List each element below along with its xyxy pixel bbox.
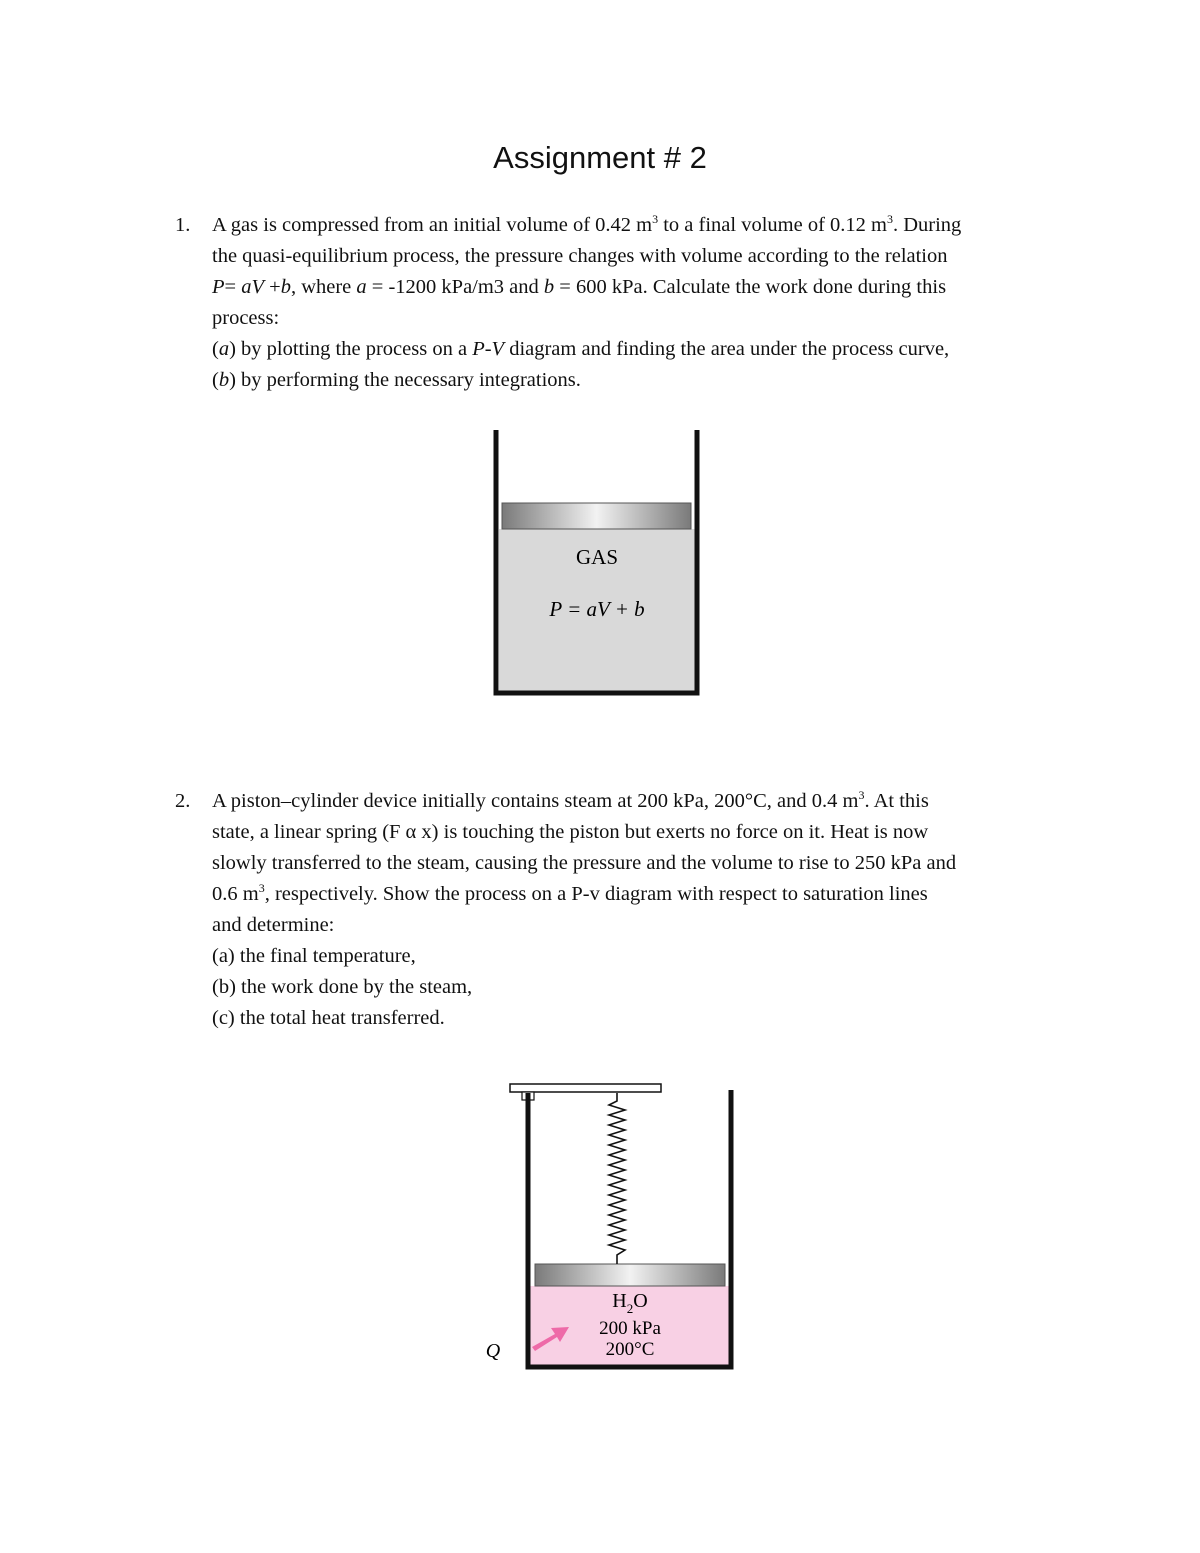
top-plate	[510, 1084, 661, 1092]
problem-1	[175, 210, 1058, 396]
problem-line: A piston–cylinder device initially contains steam at 200 kPa, 200°C, and 0.4 $m^3$. At this	[212, 788, 929, 812]
piston-cylinder-figure-2	[470, 1075, 750, 1380]
problem-part-b: (b) by performing the necessary integrations.	[212, 369, 581, 391]
problem-part-c: (c) the total heat transferred.	[212, 1007, 445, 1029]
piston-cylinder-figure-1	[480, 425, 720, 705]
temperature-label: 200°C	[605, 1339, 655, 1360]
problem-line: the quasi-equilibrium process, the pressure changes with volume according to the relation	[212, 245, 948, 267]
heat-label: Q	[485, 1340, 501, 1362]
problem-line: and determine:	[212, 914, 335, 936]
problem-number: 2.	[175, 790, 191, 812]
problem-line: A gas is compressed from an initial volume of 0.42 $m^3$ to a final volume of 0.12 $m^3$. During	[212, 212, 962, 236]
substance-label: $H_2O$	[612, 1290, 648, 1316]
problem-line: slowly transferred to the steam, causing the pressure and the volume to rise to 250 kPa and	[212, 852, 957, 874]
problem-line: state, a linear spring (F α x) is touching the piston but exerts no force on it. Heat is now	[212, 821, 929, 843]
gas-label: GAS	[575, 545, 619, 569]
piston	[502, 503, 691, 529]
problem-line: 0.6 $m^3$, respectively. Show the process on a P-v diagram with respect to saturation lines	[212, 881, 928, 905]
pressure-label: 200 kPa	[599, 1318, 661, 1339]
spring	[609, 1093, 625, 1264]
problem-part-b: (b) the work done by the steam,	[212, 976, 473, 998]
problem-2	[175, 786, 1058, 1034]
piston	[535, 1264, 725, 1286]
problem-line: P= aV +b, where a = -1200 kPa/m3 and b = 600 kPa. Calculate the work done during this	[212, 276, 947, 298]
problem-part-a: (a) the final temperature,	[212, 945, 416, 967]
problem-number: 1.	[175, 214, 191, 236]
page-title: Assignment # 2	[493, 140, 707, 175]
problem-line: process:	[212, 307, 280, 329]
problem-part-a: (a) by plotting the process on a P-V diagram and finding the area under the process curve,	[212, 338, 950, 360]
equation-label: P = aV + b	[549, 597, 645, 621]
